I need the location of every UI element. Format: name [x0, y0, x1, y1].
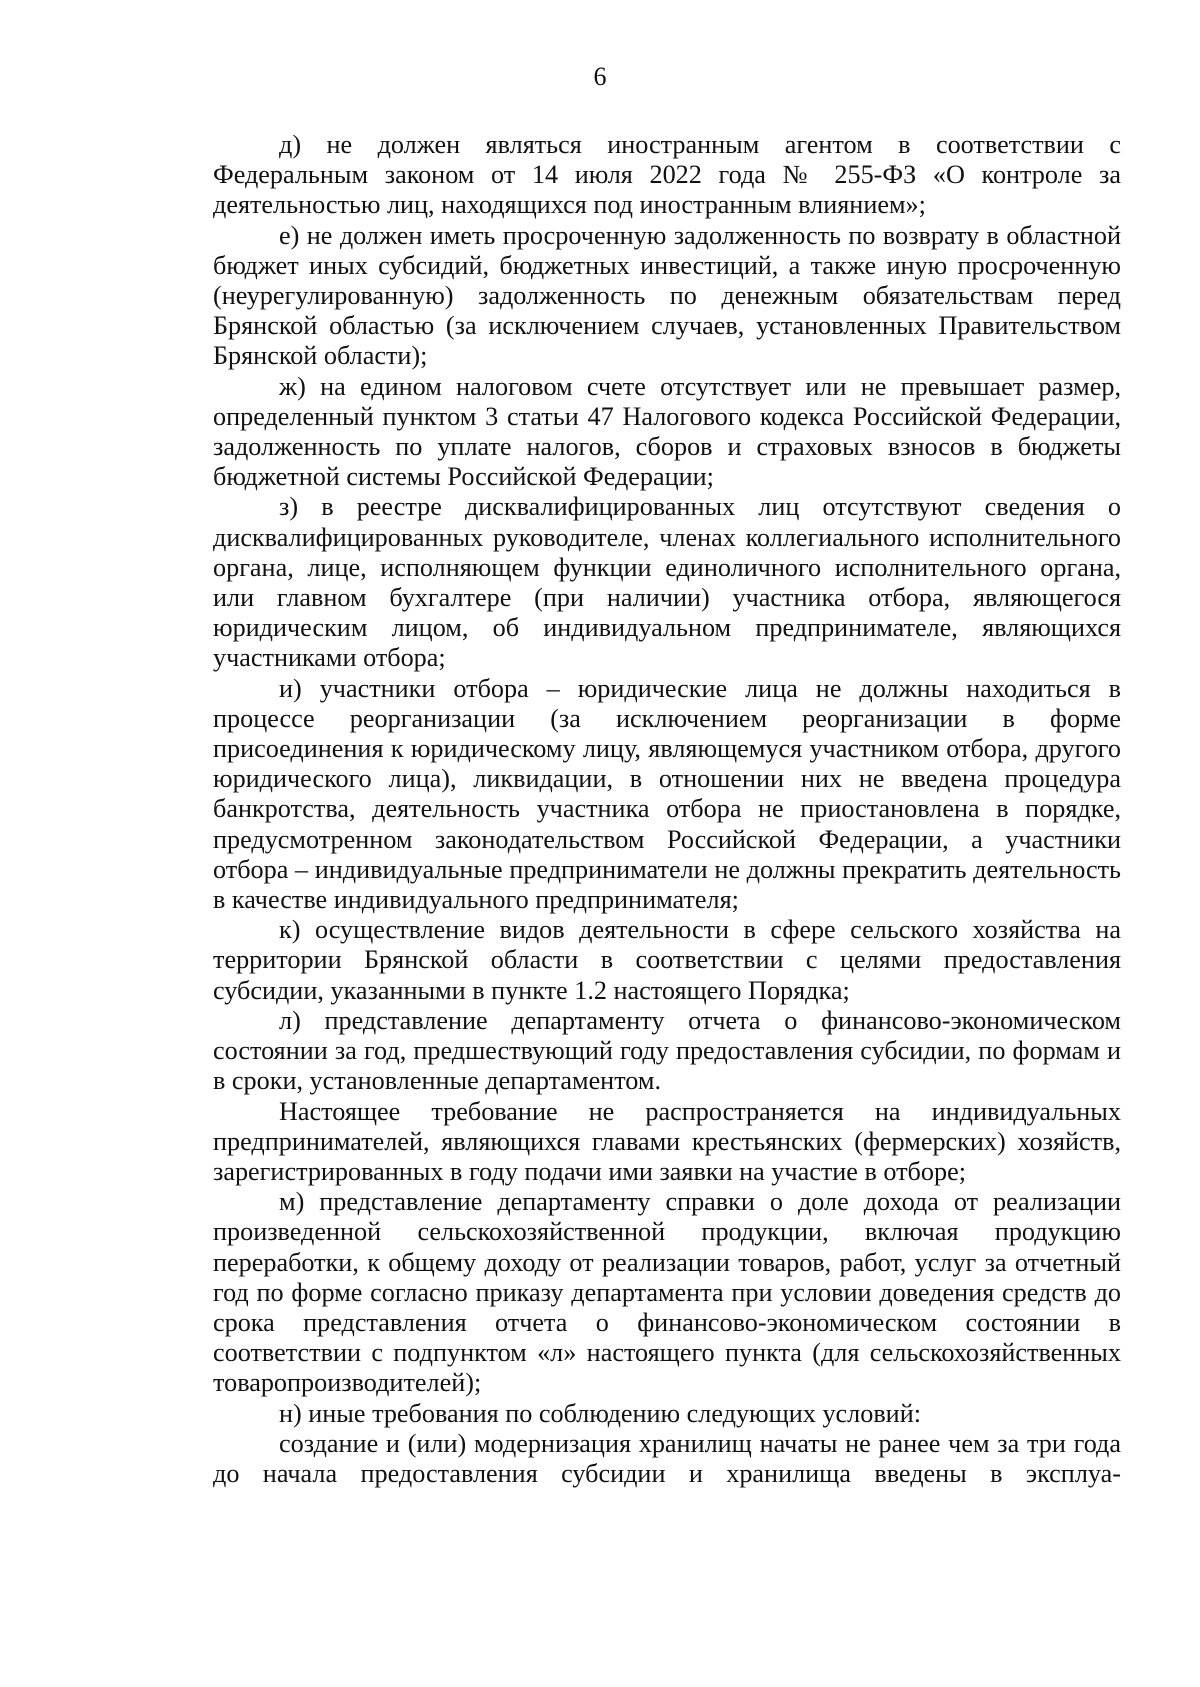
paragraph-n-condition: создание и (или) модернизация хранилищ начаты не ранее чем за три года до начала предоставления субсидии и хранилища введены в эксплуа- [213, 1428, 1121, 1488]
document-body [213, 130, 1121, 1489]
paragraph-z: з) в реестре дисквалифицированных лиц отсутствуют сведения о дисквалифицированных руководителе, членах коллегиального исполнительного органа, лице, исполняющем функции единоличного исполнительного органа, или главном бухгалтере (при наличии) участника отбора, являющегося юридическим лицом, об индивидуальном предпринимателе, являющихся участниками отбора; [213, 492, 1121, 673]
paragraph-n: н) иные требования по соблюдению следующих условий: [279, 1398, 921, 1428]
paragraph-m: м) представление департаменту справки о доле дохода от реализации произведенной сельскохозяйственной продукции, включая продукцию переработки, к общему доходу от реализации товаров, работ, услуг за отчетный год по форме согласно приказу департамента при условии доведения средств до срока представления отчета о финансово-экономическом состоянии в соответствии с подпунктом «л» настоящего пункта (для сельскохозяйственных товаропроизводителей); [213, 1187, 1121, 1398]
paragraph-d: д) не должен являться иностранным агентом в соответствии с Федеральным законом от 14 июля 2022 года № 255-ФЗ «О контроле за деятельностью лиц, находящихся под иностранным влиянием»; [213, 130, 1121, 220]
paragraph-zh: ж) на едином налоговом счете отсутствует или не превышает размер, определенный пунктом 3 статьи 47 Налогового кодекса Российской Федерации, задолженность по уплате налогов, сборов и страховых взносов в бюджеты бюджетной системы Российской Федерации; [213, 371, 1121, 492]
paragraph-l-note: Настоящее требование не распространяется на индивидуальных предпринимателей, являющихся главами крестьянских (фермерских) хозяйств, зарегистрированных в году подачи ими заявки на участие в отборе; [213, 1096, 1121, 1186]
paragraph-e: е) не должен иметь просроченную задолженность по возврату в областной бюджет иных субсидий, бюджетных инвестиций, а также иную просроченную (неурегулированную) задолженность по денежным обязательствам перед Брянской областью (за исключением случаев, установленных Правительством Брянской области); [213, 220, 1121, 371]
paragraph-l: л) представление департаменту отчета о финансово-экономическом состоянии за год, предшествующий году предоставления субсидии, по формам и в сроки, установленные департаментом. [213, 1005, 1121, 1096]
paragraph-i: и) участники отбора – юридические лица не должны находиться в процессе реорганизации (за исключением реорганизации в форме присоединения к юридическому лицу, являющемуся участником отбора, другого юридического лица), ликвидации, в отношении них не введена процедура банкротства, деятельность участника отбора не приостановлена в порядке, предусмотренном законодательством Российской Федерации, а участники отбора – индивидуальные предприниматели не должны прекратить деятельность в качестве индивидуального предпринимателя; [213, 673, 1121, 915]
page-number: 6 [593, 62, 607, 91]
paragraph-k: к) осуществление видов деятельности в сфере сельского хозяйства на территории Брянской области в соответствии с целями предоставления субсидии, указанными в пункте 1.2 настоящего Порядка; [213, 915, 1121, 1005]
